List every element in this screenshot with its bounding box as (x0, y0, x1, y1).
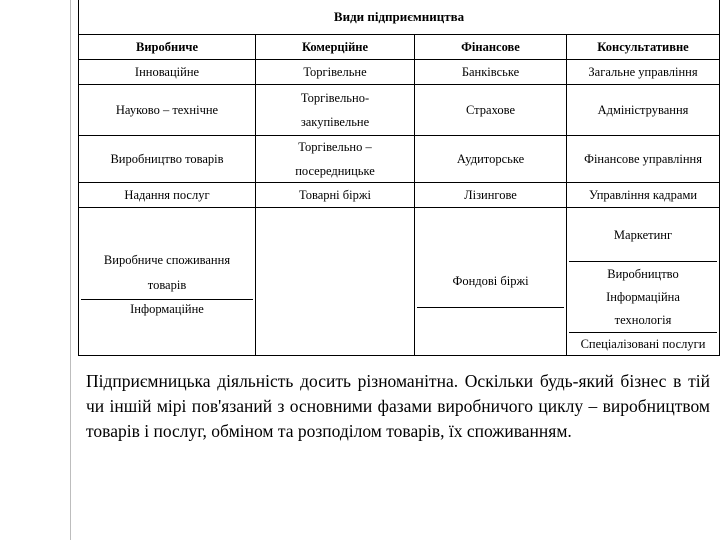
cell (256, 136, 415, 183)
cell-line: посередницьке (295, 164, 375, 178)
cell-stack-financial (415, 208, 567, 356)
cell (81, 245, 253, 300)
cell: Фінансове управління (567, 136, 720, 183)
cell: Спеціалізовані послуги (580, 337, 706, 351)
cell: Інформаційне (130, 302, 204, 316)
cell: Аудиторське (415, 136, 567, 183)
table-row (79, 183, 720, 208)
cell: Інноваційне (79, 60, 256, 85)
cell-line: товарів (147, 277, 187, 292)
header-financial: Фінансове (415, 35, 567, 60)
cell-line: Торгівельно- (300, 91, 370, 105)
cell: Виробництво (607, 266, 679, 281)
cell: Виробництво товарів (79, 136, 256, 183)
entrepreneurship-types-table (78, 0, 720, 356)
table-row (79, 208, 720, 356)
cell: Страхове (415, 85, 567, 136)
header-consulting: Консультативне (567, 35, 720, 60)
cell: Банківське (415, 60, 567, 85)
page-margin-rule (70, 0, 71, 540)
cell: технологія (569, 308, 717, 333)
cell: Фондові біржі (417, 255, 564, 308)
cell: Надання послуг (79, 183, 256, 208)
cell: Адміністрування (567, 85, 720, 136)
table-row (79, 85, 720, 136)
table-row (79, 60, 720, 85)
cell: Лізингове (415, 183, 567, 208)
cell: Товарні біржі (256, 183, 415, 208)
cell-line: Виробниче споживання (103, 252, 231, 267)
cell-stack-production (79, 208, 256, 356)
cell-line: закупівельне (300, 115, 370, 129)
header-production: Виробниче (79, 35, 256, 60)
cell (256, 85, 415, 136)
cell-line: Торгівельно – (298, 140, 372, 154)
cell: Інформаційна (606, 289, 680, 304)
cell: Торгівельне (256, 60, 415, 85)
cell: Науково – технічне (79, 85, 256, 136)
header-commercial: Комерційне (256, 35, 415, 60)
table-title: Види підприємництва (79, 0, 720, 35)
cell: Маркетинг (569, 208, 717, 262)
empty-cell (256, 208, 415, 356)
cell: Загальне управління (567, 60, 720, 85)
cell: Управління кадрами (567, 183, 720, 208)
table-row (79, 136, 720, 183)
cell-stack-consulting (567, 208, 720, 356)
body-paragraph: Підприємницька діяльність досить різноманітна. Оскільки будь-який бізнес в тій чи іншій мірі пов'язаний з основними фазами виробничого циклу – виробництвом товарів і послуг, обміном та розподілом товарів, їх споживанням. (86, 371, 710, 441)
